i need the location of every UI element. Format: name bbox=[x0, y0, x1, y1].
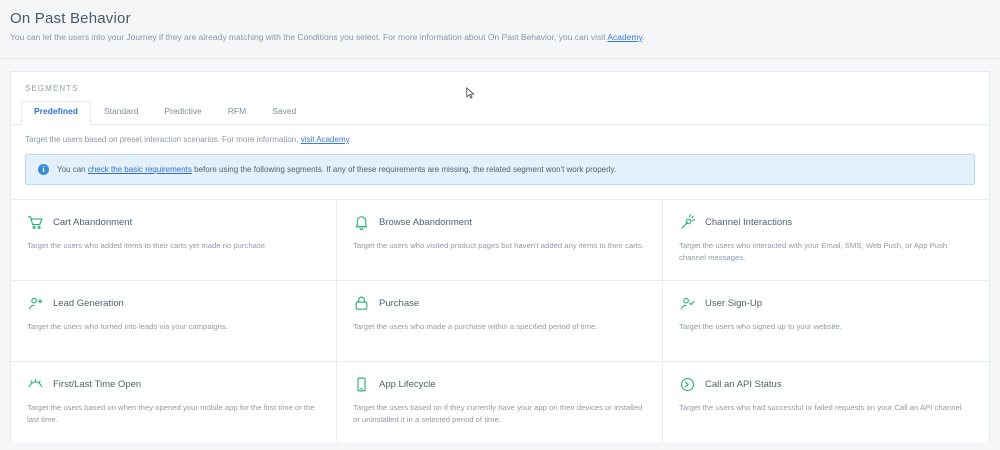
segment-description: Target the users who made a purchase within a specified period of time. bbox=[353, 322, 598, 332]
page-title: On Past Behavior bbox=[10, 10, 131, 27]
segment-description: Target the users who had successful or failed requests on your Call an API channel. bbox=[679, 403, 964, 413]
bell-icon bbox=[353, 214, 370, 231]
segment-description: Target the users based on when they opened your mobile app for the first time or the last time. bbox=[27, 403, 315, 424]
tab-predictive[interactable]: Predictive bbox=[164, 106, 202, 117]
segment-card-cart-abandonment[interactable] bbox=[11, 200, 337, 281]
segments-section-label: SEGMENTS bbox=[25, 84, 79, 94]
basic-requirements-link[interactable]: check the basic requirements bbox=[87, 165, 192, 175]
tab-description bbox=[25, 135, 975, 144]
mobile-icon bbox=[353, 376, 370, 393]
info-icon: i bbox=[38, 164, 49, 175]
tab-rfm[interactable]: RFM bbox=[227, 106, 247, 117]
visit-academy-link[interactable]: visit Academy bbox=[300, 135, 350, 145]
segment-description: Target the users who turned into leads via your campaigns. bbox=[27, 322, 228, 332]
segment-title: App Lifecycle bbox=[379, 379, 436, 391]
tab-standard[interactable]: Standard bbox=[103, 106, 139, 117]
header-divider bbox=[0, 58, 1000, 59]
segment-title: Call an API Status bbox=[705, 379, 782, 391]
segment-card-first-last-time-open[interactable] bbox=[11, 362, 337, 443]
tab-description-period: . bbox=[349, 135, 352, 145]
tab-saved[interactable]: Saved bbox=[272, 106, 297, 117]
segment-description: Target the users who interacted with your Email, SMS, Web Push, or App Push channel messages. bbox=[679, 241, 948, 262]
segment-card-header bbox=[27, 214, 320, 231]
segment-card-header bbox=[27, 376, 320, 393]
segment-card-app-lifecycle[interactable] bbox=[337, 362, 663, 443]
academy-link[interactable]: Academy bbox=[607, 32, 643, 42]
segment-description: Target the users who signed up to your website. bbox=[679, 322, 842, 332]
info-text-before: You can bbox=[57, 165, 88, 175]
lock-icon bbox=[353, 295, 370, 312]
segment-card-header bbox=[679, 295, 973, 312]
segment-card-channel-interactions[interactable] bbox=[663, 200, 989, 281]
eye-open-icon bbox=[27, 376, 44, 393]
segments-card bbox=[10, 71, 990, 444]
cart-icon bbox=[27, 214, 44, 231]
tab-predefined[interactable]: Predefined bbox=[21, 101, 91, 125]
segment-card-lead-generation[interactable] bbox=[11, 281, 337, 362]
segment-card-call-an-api-status[interactable] bbox=[663, 362, 989, 443]
card-header bbox=[11, 72, 989, 101]
segment-card-header bbox=[353, 214, 646, 231]
segment-tabs bbox=[11, 101, 989, 125]
user-plus-icon bbox=[27, 295, 44, 312]
segment-card-header bbox=[353, 376, 646, 393]
segment-title: Browse Abandonment bbox=[379, 217, 472, 229]
page-bottom-spacer bbox=[0, 442, 1000, 450]
card-container bbox=[0, 71, 1000, 444]
segment-title: User Sign-Up bbox=[705, 298, 763, 310]
page-subtitle-text: You can let the users into your Journey if they are already matching with the Conditions you select. For more information about On Past Behavior, you can visit bbox=[10, 32, 608, 42]
tab-description-text: Target the users based on preset interaction scenarios. For more information, bbox=[25, 135, 301, 145]
segment-card-browse-abandonment[interactable] bbox=[337, 200, 663, 281]
segment-title: Purchase bbox=[379, 298, 420, 310]
info-banner-text bbox=[57, 165, 616, 174]
segment-card-header bbox=[27, 295, 320, 312]
segment-description: Target the users based on if they currently have your app on their devices or installed or uninstalled it in a selected period of time. bbox=[353, 403, 643, 424]
page-header bbox=[0, 0, 1000, 51]
segment-card-user-sign-up[interactable] bbox=[663, 281, 989, 362]
segment-card-header bbox=[679, 376, 973, 393]
segment-title: Lead Generation bbox=[53, 298, 124, 310]
info-text-after: before using the following segments. If any of these requirements are missing, the related segment won't work properly. bbox=[191, 165, 617, 175]
segment-description: Target the users who added items to their carts yet made no purchase. bbox=[27, 241, 268, 251]
info-banner bbox=[25, 154, 975, 185]
page-subtitle bbox=[10, 32, 990, 43]
segment-title: Channel Interactions bbox=[705, 217, 793, 229]
segment-description: Target the users who visited product pages but haven't added any items to their carts. bbox=[353, 241, 644, 251]
channel-icon bbox=[679, 214, 696, 231]
segments-grid bbox=[11, 199, 989, 443]
segment-card-header bbox=[353, 295, 646, 312]
segment-title: First/Last Time Open bbox=[53, 379, 142, 391]
tab-panel-predefined bbox=[11, 125, 989, 199]
segment-card-purchase[interactable] bbox=[337, 281, 663, 362]
page-subtitle-period: . bbox=[642, 32, 645, 42]
api-status-icon bbox=[679, 376, 696, 393]
segment-card-header bbox=[679, 214, 973, 231]
user-check-icon bbox=[679, 295, 696, 312]
segment-title: Cart Abandonment bbox=[53, 217, 133, 229]
